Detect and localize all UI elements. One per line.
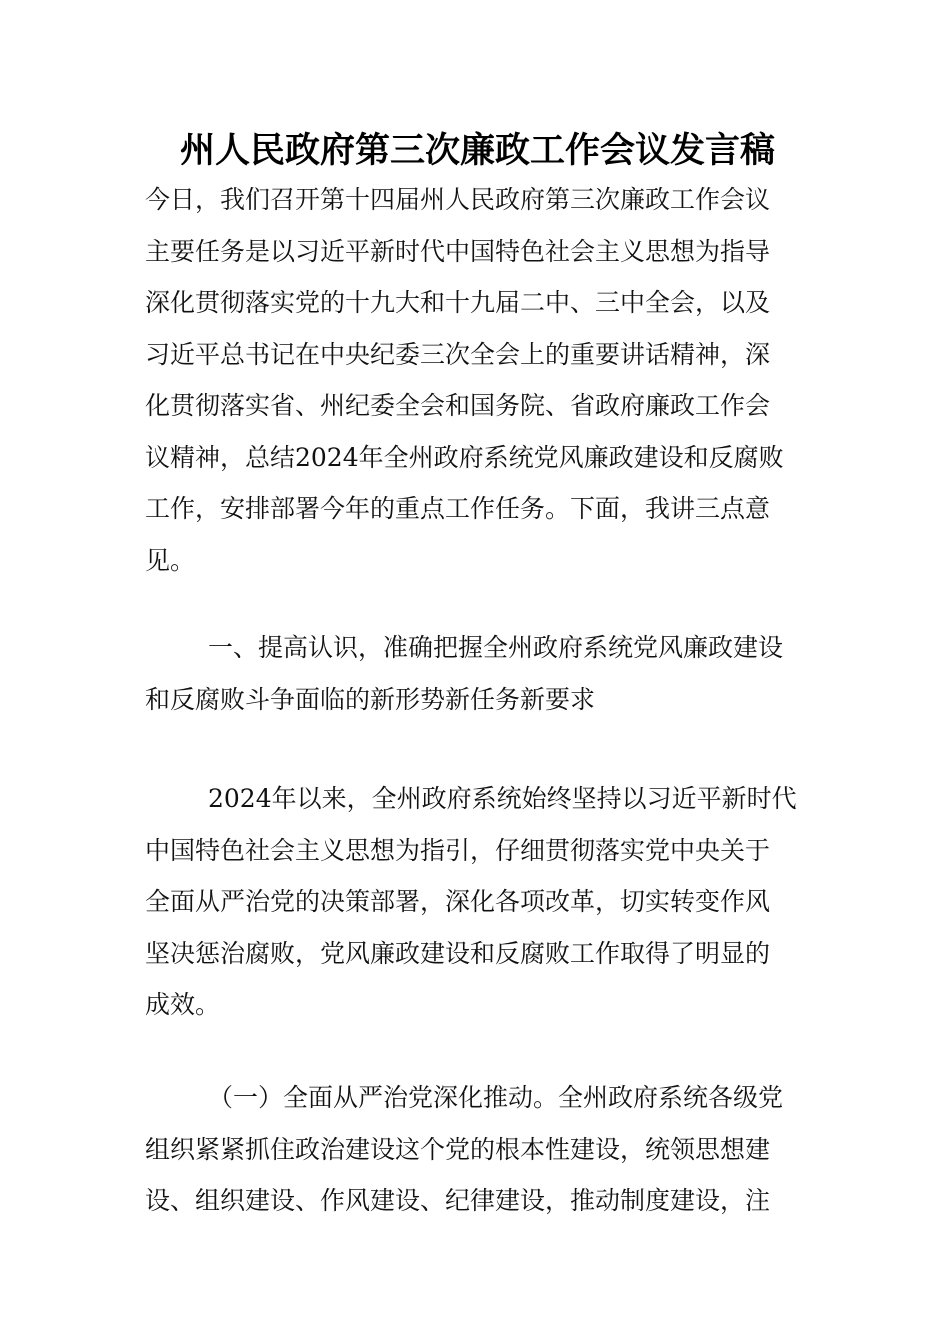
text-line: （一）全面从严治党深化推动。全州政府系统各级党 <box>208 1083 784 1112</box>
text-line: 习近平总书记在中央纪委三次全会上的重要讲话精神，深 <box>145 339 771 369</box>
text-line: 一、提高认识，准确把握全州政府系统党风廉政建设 <box>208 633 784 662</box>
text-line: 组织紧紧抓住政治建设这个党的根本性建设，统领思想建 <box>145 1134 771 1164</box>
text-line: 设、组织建设、作风建设、纪律建设，推动制度建设，注 <box>145 1186 771 1215</box>
subsection-1 <box>145 1072 807 1227</box>
text-line: 化贯彻落实省、州纪委全会和国务院、省政府廉政工作会 <box>145 391 771 420</box>
text-line: 成效。 <box>145 990 221 1019</box>
section-heading-1 <box>145 622 807 725</box>
text-line: 坚决惩治腐败，党风廉政建设和反腐败工作取得了明显的 <box>145 938 771 968</box>
text-line: 工作，安排部署今年的重点工作任务。下面，我讲三点意 <box>145 494 771 523</box>
document-title: 州人民政府第三次廉政工作会议发言稿 <box>179 131 775 171</box>
text-line: 全面从严治党的决策部署，深化各项改革，切实转变作风 <box>145 887 771 916</box>
paragraph-intro <box>145 174 807 586</box>
text-line: 议精神，总结2024年全州政府系统党风廉政建设和反腐败 <box>145 442 784 472</box>
text-line: 今日，我们召开第十四届州人民政府第三次廉政工作会议 <box>145 185 771 214</box>
text-line: 见。 <box>145 545 196 575</box>
text-line: 和反腐败斗争面临的新形势新任务新要求 <box>145 684 596 714</box>
text-line: 深化贯彻落实党的十九大和十九届二中、三中全会，以及 <box>145 288 771 317</box>
paragraph-summary <box>145 773 807 1031</box>
text-line: 中国特色社会主义思想为指引，仔细贯彻落实党中央关于 <box>145 835 771 865</box>
text-line: 2024年以来，全州政府系统始终坚持以习近平新时代 <box>208 784 797 813</box>
text-line: 主要任务是以习近平新时代中国特色社会主义思想为指导 <box>145 236 771 266</box>
